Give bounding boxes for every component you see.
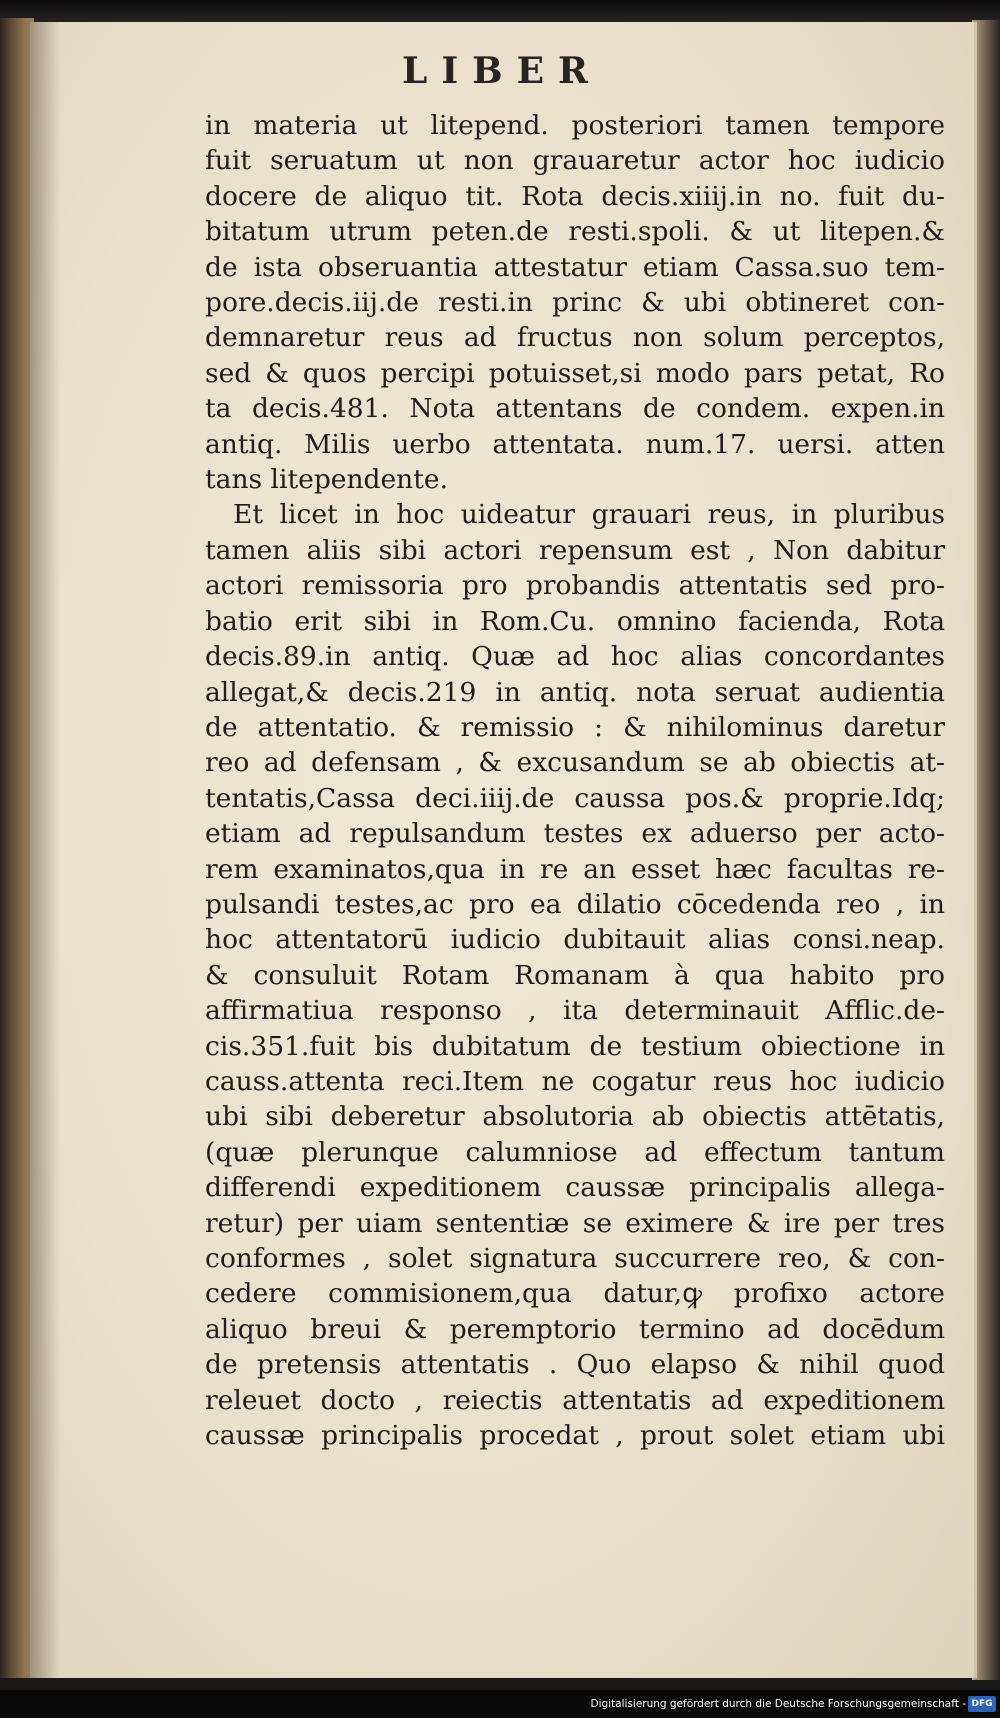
text-line: de attentatio. & remissio : & nihilominus daretur: [205, 711, 945, 743]
text-line: rem examinatos,qua in re an esset hæc facultas re-: [205, 853, 945, 885]
text-line: releuet docto , reiectis attentatis ad expeditionem: [205, 1384, 945, 1416]
text-line: sed & quos percipi potuisset,si modo pars petat, Ro: [205, 357, 945, 389]
text-line: de pretensis attentatis . Quo elapso & nihil quod: [205, 1349, 945, 1381]
text-line: causs.attenta reci.Item ne cogatur reus hoc iudicio: [205, 1065, 945, 1097]
text-line: reo ad defensam , & excusandum se ab obiectis at-: [205, 747, 945, 779]
text-line: cis.351.fuit bis dubitatum de testium obiectione in: [205, 1030, 945, 1062]
text-line: antiq. Milis uerbo attentata. num.17. uersi. atten: [205, 428, 945, 460]
text-line: (quæ plerunque calumniose ad effectum tantum: [205, 1136, 945, 1168]
text-line: retur) per uiam sententiæ se eximere & ire per tres: [205, 1207, 945, 1239]
text-line: hoc attentatorū iudicio dubitauit alias consi.neap.: [205, 924, 945, 956]
digitization-footer: [0, 1690, 1000, 1718]
text-line: Et licet in hoc uideatur grauari reus, in pluribus: [233, 499, 945, 531]
text-line: de ista obseruantia attestatur etiam Cassa.suo tem-: [205, 251, 945, 283]
text-line: tans litependente.: [205, 464, 449, 496]
gutter-shadow: [30, 22, 60, 1678]
text-line: affirmatiua responso , ita determinauit Afflic.de-: [205, 995, 945, 1027]
text-line: demnaretur reus ad fructus non solum perceptos,: [205, 322, 945, 354]
text-line: pulsandi testes,ac pro ea dilatio cōcedenda reo , in: [205, 888, 945, 920]
text-line: ubi sibi deberetur absolutoria ab obiectis attētatis,: [205, 1101, 945, 1133]
text-line: docere de aliquo tit. Rota decis.xiiij.in no. fuit du-: [205, 180, 945, 212]
text-line: batio erit sibi in Rom.Cu. omnino facienda, Rota: [205, 605, 945, 637]
text-line: fuit seruatum ut non grauaretur actor hoc iudicio: [205, 145, 945, 177]
text-line: actori remissoria pro probandis attentatis sed pro-: [205, 570, 945, 602]
text-line: tamen aliis sibi actori repensum est , Non dabitur: [205, 534, 945, 566]
text-line: cedere commisionem,qua datur,ꝙ profixo actore: [205, 1278, 945, 1310]
text-line: allegat,& decis.219 in antiq. nota seruat audientia: [205, 676, 945, 708]
text-line: conformes , solet signatura succurrere reo, & con-: [205, 1243, 945, 1274]
text-line: ta decis.481. Nota attentans de condem. expen.in: [205, 393, 945, 425]
funding-credit: Digitalisierung gefördert durch die Deutsche Forschungsgemeinschaft -: [590, 1698, 966, 1710]
book-binding-edge: [0, 18, 34, 1678]
text-line: & consuluit Rotam Romanam à qua habito pro: [205, 959, 945, 991]
text-line: etiam ad repulsandum testes ex aduerso per acto-: [205, 818, 945, 850]
text-line: differendi expeditionem caussæ principalis allega-: [205, 1172, 945, 1204]
text-line: aliquo breui & peremptorio termino ad docēdum: [205, 1313, 945, 1345]
text-line: decis.89.in antiq. Quæ ad hoc alias concordantes: [205, 641, 945, 673]
page-paper: [30, 22, 977, 1678]
text-line: pore.decis.iij.de resti.in princ & ubi obtineret con-: [205, 287, 945, 319]
dfg-logo: DFG: [968, 1696, 996, 1712]
text-line: in materia ut litepend. posteriori tamen tempore: [205, 110, 945, 141]
text-line: tentatis,Cassa deci.iiij.de caussa pos.& proprie.Idq;: [205, 782, 945, 814]
body-text: [205, 108, 945, 1453]
text-line: caussæ principalis procedat , prout solet etiam ubi: [205, 1420, 945, 1452]
running-head: LIBER: [402, 50, 602, 92]
text-line: bitatum utrum peten.de resti.spoli. & ut litepen.&: [205, 216, 945, 248]
